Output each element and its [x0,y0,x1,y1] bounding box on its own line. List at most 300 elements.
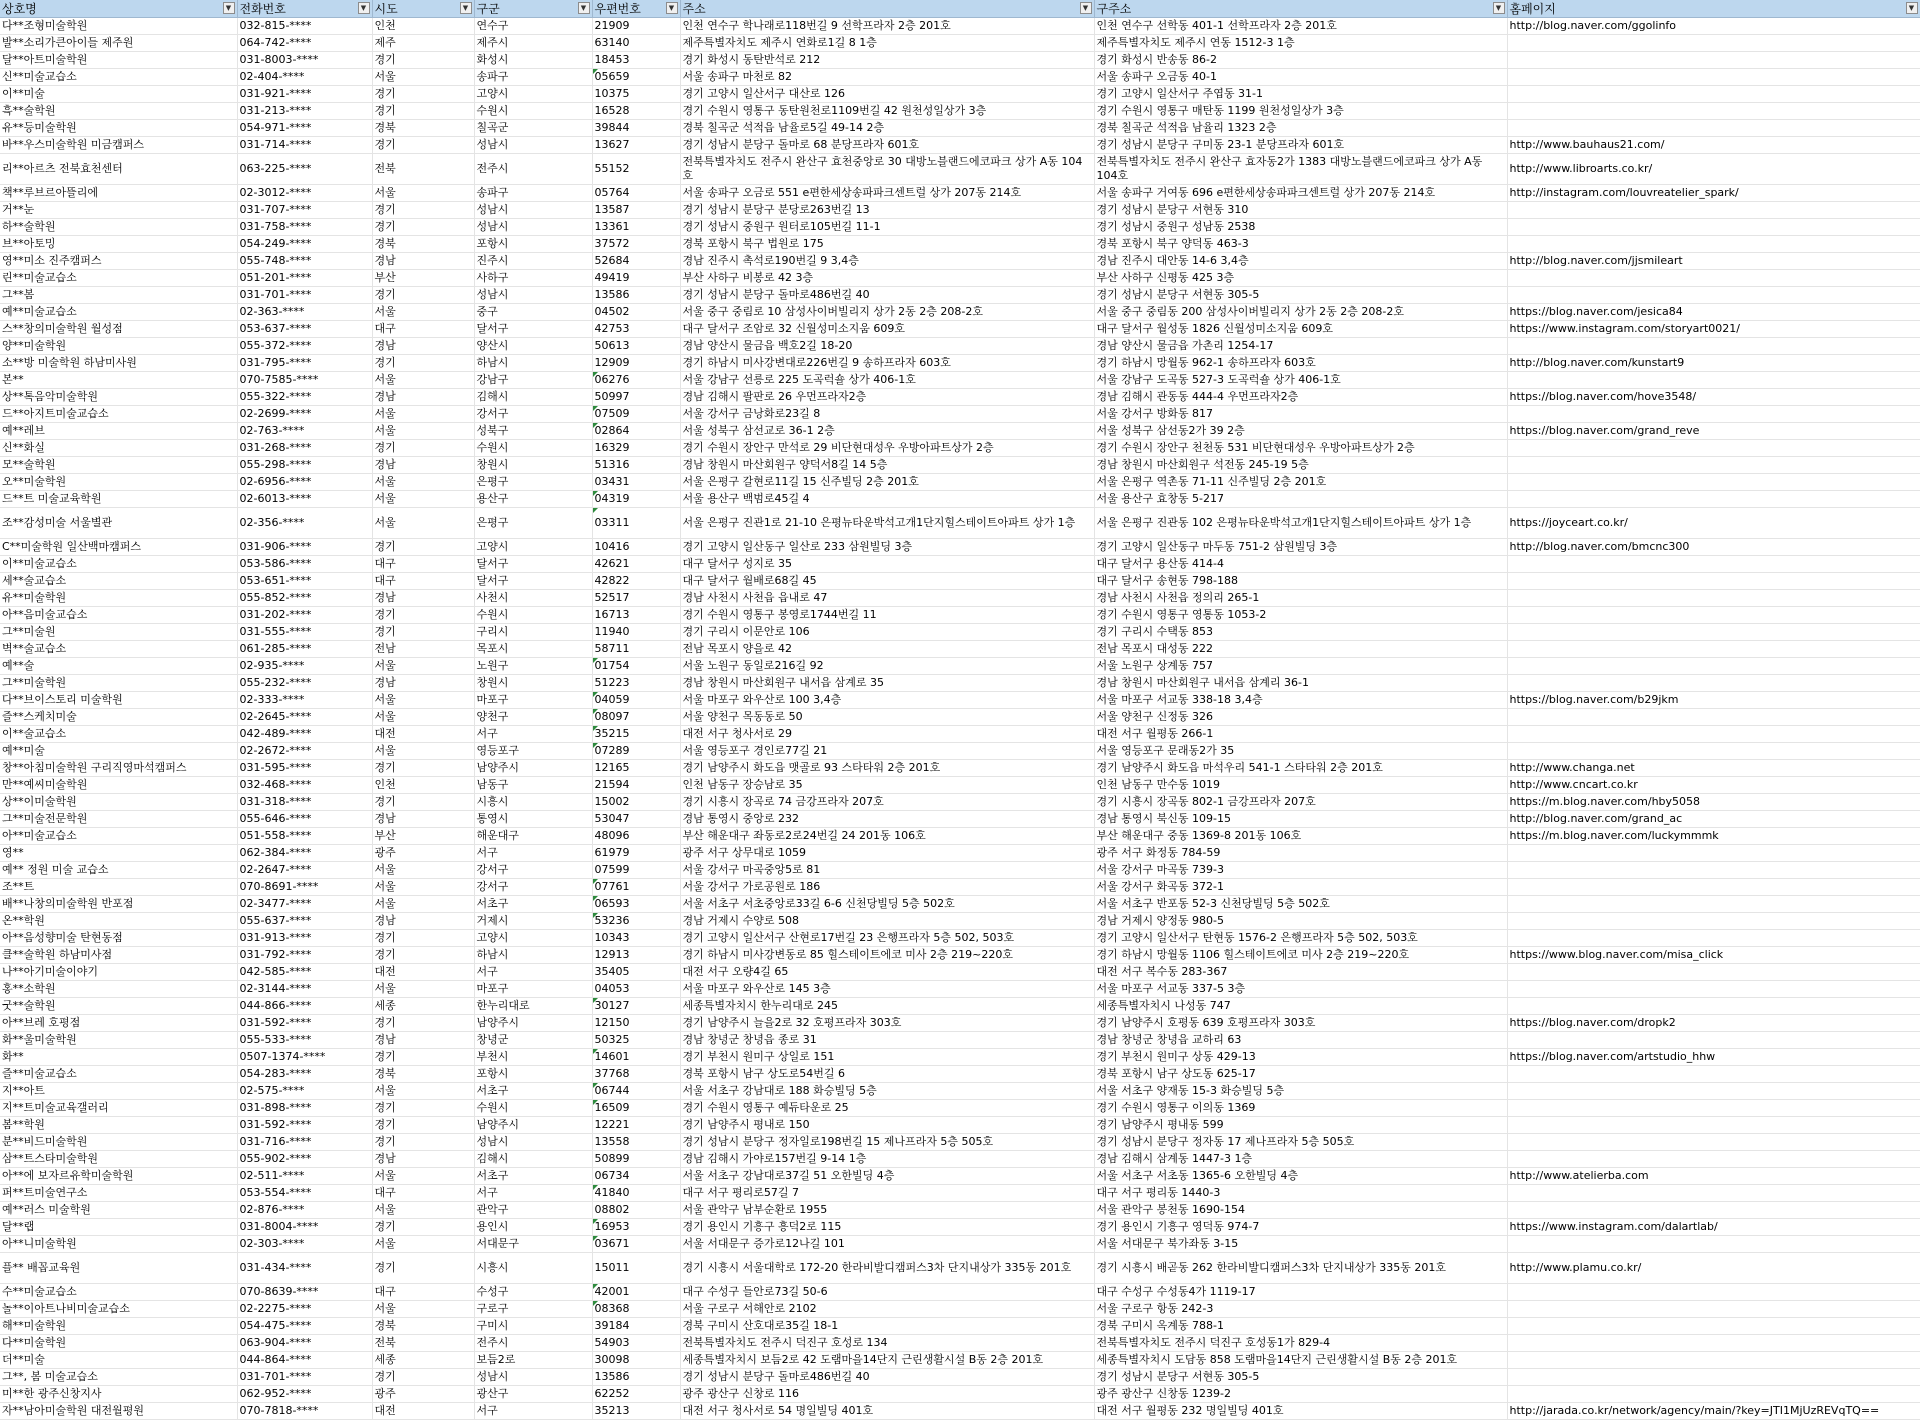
name-cell[interactable]: 수**미술교습소 [0,1284,237,1301]
name-cell[interactable]: 홍**소학원 [0,981,237,998]
zipcode-cell[interactable]: 51223 [592,675,680,692]
zipcode-cell[interactable]: 62252 [592,1386,680,1403]
homepage-cell[interactable] [1507,491,1920,508]
old-address-cell[interactable]: 서울 은평구 역촌동 71-11 신주빌딩 2층 201호 [1094,474,1507,491]
table-row[interactable] [0,389,1920,406]
address-cell[interactable]: 인천 연수구 학나래로118번길 9 선학프라자 2층 201호 [680,18,1094,35]
address-cell[interactable]: 경북 칠곡군 석적읍 남율로5길 49-14 2층 [680,120,1094,137]
province-cell[interactable]: 경기 [372,355,474,372]
name-cell[interactable]: 그**봄 [0,287,237,304]
address-cell[interactable]: 경기 수원시 영통구 예듀타운로 25 [680,1100,1094,1117]
phone-cell[interactable]: 02-3144-**** [237,981,372,998]
old-address-cell[interactable]: 경기 고양시 일산서구 탄현동 1576-2 은행프라자 5층 502, 503호 [1094,930,1507,947]
homepage-cell[interactable] [1507,1100,1920,1117]
table-row[interactable] [0,474,1920,491]
homepage-cell[interactable] [1507,270,1920,287]
district-cell[interactable]: 창원시 [474,457,592,474]
zipcode-cell[interactable]: 06744 [592,1083,680,1100]
homepage-cell[interactable] [1507,1185,1920,1202]
old-address-cell[interactable]: 서울 서초구 반포동 52-3 신천당빌딩 5층 502호 [1094,896,1507,913]
zipcode-cell[interactable]: 48096 [592,828,680,845]
province-cell[interactable]: 대구 [372,1185,474,1202]
name-cell[interactable]: 스**창의미술학원 월성점 [0,321,237,338]
homepage-cell[interactable]: http://www.bauhaus21.com/ [1507,137,1920,154]
address-cell[interactable]: 경남 김해시 팔판로 26 우먼프라자2층 [680,389,1094,406]
province-cell[interactable]: 경기 [372,1253,474,1284]
name-cell[interactable]: 만**예씨미술학원 [0,777,237,794]
address-cell[interactable]: 부산 사하구 비봉로 42 3층 [680,270,1094,287]
district-cell[interactable]: 고양시 [474,539,592,556]
address-cell[interactable]: 경기 수원시 영통구 봉영로1744번길 11 [680,607,1094,624]
old-address-cell[interactable]: 세종특별자치시 도담동 858 도램마을14단지 근린생활시설 B동 2층 201호 [1094,1352,1507,1369]
name-cell[interactable]: 플** 배꼽교육원 [0,1253,237,1284]
name-cell[interactable]: 리**아르츠 전북효천센터 [0,154,237,185]
address-cell[interactable]: 서울 강서구 가로공원로 186 [680,879,1094,896]
zipcode-cell[interactable]: 42621 [592,556,680,573]
phone-cell[interactable]: 055-533-**** [237,1032,372,1049]
name-cell[interactable]: 다**브이스토리 미술학원 [0,692,237,709]
homepage-cell[interactable] [1507,675,1920,692]
table-row[interactable] [0,137,1920,154]
address-cell[interactable]: 서울 송파구 오금로 551 e편한세상송파파크센트럴 상가 207동 214호 [680,185,1094,202]
table-row[interactable] [0,539,1920,556]
name-cell[interactable]: 예** 정원 미술 교습소 [0,862,237,879]
address-cell[interactable]: 서울 구로구 서해안로 2102 [680,1301,1094,1318]
table-row[interactable] [0,120,1920,137]
district-cell[interactable]: 강서구 [474,879,592,896]
address-cell[interactable]: 경남 거제시 수양로 508 [680,913,1094,930]
homepage-cell[interactable] [1507,1202,1920,1219]
province-cell[interactable]: 제주 [372,35,474,52]
phone-cell[interactable]: 063-225-**** [237,154,372,185]
province-cell[interactable]: 경기 [372,794,474,811]
district-cell[interactable]: 서구 [474,1185,592,1202]
homepage-cell[interactable] [1507,219,1920,236]
district-cell[interactable]: 김해시 [474,1151,592,1168]
name-cell[interactable]: 소**방 미술학원 하남미사원 [0,355,237,372]
zipcode-cell[interactable]: 21909 [592,18,680,35]
zipcode-cell[interactable]: 42001 [592,1284,680,1301]
old-address-cell[interactable]: 서울 성북구 삼선동2가 39 2층 [1094,423,1507,440]
province-cell[interactable]: 경북 [372,1318,474,1335]
district-cell[interactable]: 은평구 [474,474,592,491]
phone-cell[interactable]: 070-8639-**** [237,1284,372,1301]
zipcode-cell[interactable]: 13361 [592,219,680,236]
zipcode-cell[interactable]: 30127 [592,998,680,1015]
address-cell[interactable]: 서울 서초구 강남대로 188 화승빌딩 5층 [680,1083,1094,1100]
address-cell[interactable]: 대전 서구 청사서로 29 [680,726,1094,743]
phone-cell[interactable]: 031-213-**** [237,103,372,120]
old-address-cell[interactable]: 경기 성남시 중원구 성남동 2538 [1094,219,1507,236]
address-cell[interactable]: 서울 영등포구 경인로77길 21 [680,743,1094,760]
table-row[interactable] [0,355,1920,372]
phone-cell[interactable]: 02-356-**** [237,508,372,539]
table-row[interactable] [0,69,1920,86]
name-cell[interactable]: 조**감성미술 서울별관 [0,508,237,539]
zipcode-cell[interactable]: 42822 [592,573,680,590]
district-cell[interactable]: 김해시 [474,389,592,406]
table-row[interactable] [0,1185,1920,1202]
district-cell[interactable]: 목포시 [474,641,592,658]
zipcode-cell[interactable]: 13558 [592,1134,680,1151]
homepage-cell[interactable]: http://jarada.co.kr/network/agency/main/?key=JTI1MjUzREVqTQ== [1507,1403,1920,1420]
column-header-phone[interactable]: 전화번호 ▼ [237,0,372,18]
district-cell[interactable]: 강서구 [474,862,592,879]
old-address-cell[interactable]: 대구 수성구 수성동4가 1119-17 [1094,1284,1507,1301]
name-cell[interactable]: 신**미술교습소 [0,69,237,86]
district-cell[interactable]: 달서구 [474,573,592,590]
old-address-cell[interactable]: 서울 중구 중림동 200 삼성사이버빌리지 상가 2동 2층 208-2호 [1094,304,1507,321]
old-address-cell[interactable]: 경기 구리시 수택동 853 [1094,624,1507,641]
old-address-cell[interactable]: 경기 수원시 영통구 영통동 1053-2 [1094,607,1507,624]
homepage-cell[interactable]: http://blog.naver.com/grand_ac [1507,811,1920,828]
homepage-cell[interactable] [1507,52,1920,69]
province-cell[interactable]: 대구 [372,1284,474,1301]
homepage-cell[interactable]: https://m.blog.naver.com/hby5058 [1507,794,1920,811]
homepage-cell[interactable]: http://blog.naver.com/jjsmileart [1507,253,1920,270]
homepage-cell[interactable] [1507,86,1920,103]
phone-cell[interactable]: 070-8691-**** [237,879,372,896]
name-cell[interactable]: 그**미술전문학원 [0,811,237,828]
old-address-cell[interactable]: 경기 수원시 장안구 천천동 531 비단현대성우 우방아파트상가 2층 [1094,440,1507,457]
name-cell[interactable]: 본** [0,372,237,389]
district-cell[interactable]: 광산구 [474,1386,592,1403]
district-cell[interactable]: 서구 [474,726,592,743]
province-cell[interactable]: 경남 [372,389,474,406]
zipcode-cell[interactable]: 07509 [592,406,680,423]
phone-cell[interactable]: 070-7818-**** [237,1403,372,1420]
district-cell[interactable]: 고양시 [474,86,592,103]
homepage-cell[interactable] [1507,287,1920,304]
old-address-cell[interactable]: 경남 거제시 양정동 980-5 [1094,913,1507,930]
address-cell[interactable]: 광주 서구 상무대로 1059 [680,845,1094,862]
table-row[interactable] [0,692,1920,709]
district-cell[interactable]: 성남시 [474,1134,592,1151]
address-cell[interactable]: 대구 수성구 들안로73길 50-6 [680,1284,1094,1301]
province-cell[interactable]: 서울 [372,981,474,998]
zipcode-cell[interactable]: 49419 [592,270,680,287]
phone-cell[interactable]: 055-637-**** [237,913,372,930]
district-cell[interactable]: 영등포구 [474,743,592,760]
address-cell[interactable]: 경기 수원시 영통구 동탄원천로1109번길 42 원천성일상가 3층 [680,103,1094,120]
address-cell[interactable]: 경기 시흥시 장곡로 74 금강프라자 207호 [680,794,1094,811]
old-address-cell[interactable]: 서울 강남구 도곡동 527-3 도곡럭숄 상가 406-1호 [1094,372,1507,389]
old-address-cell[interactable]: 전남 목포시 대성동 222 [1094,641,1507,658]
phone-cell[interactable]: 031-592-**** [237,1015,372,1032]
phone-cell[interactable]: 055-902-**** [237,1151,372,1168]
old-address-cell[interactable]: 경기 시흥시 장곡동 802-1 금강프라자 207호 [1094,794,1507,811]
filter-dropdown-icon[interactable]: ▼ [1493,2,1505,14]
homepage-cell[interactable]: https://www.instagram.com/dalartlab/ [1507,1219,1920,1236]
old-address-cell[interactable]: 인천 남동구 만수동 1019 [1094,777,1507,794]
district-cell[interactable]: 남동구 [474,777,592,794]
district-cell[interactable]: 관악구 [474,1202,592,1219]
old-address-cell[interactable]: 부산 해운대구 중동 1369-8 201동 106호 [1094,828,1507,845]
phone-cell[interactable]: 031-555-**** [237,624,372,641]
address-cell[interactable]: 서울 양천구 목동동로 50 [680,709,1094,726]
district-cell[interactable]: 포항시 [474,236,592,253]
zipcode-cell[interactable]: 03671 [592,1236,680,1253]
old-address-cell[interactable]: 서울 서대문구 북가좌동 3-15 [1094,1236,1507,1253]
filter-dropdown-icon[interactable]: ▼ [358,2,370,14]
table-row[interactable] [0,219,1920,236]
old-address-cell[interactable]: 서울 서초구 양재동 15-3 화승빌딩 5층 [1094,1083,1507,1100]
name-cell[interactable]: 나**아기미술이야기 [0,964,237,981]
name-cell[interactable]: 온**학원 [0,913,237,930]
old-address-cell[interactable]: 경남 김해시 삼계동 1447-3 1층 [1094,1151,1507,1168]
table-row[interactable] [0,253,1920,270]
old-address-cell[interactable]: 세종특별자치시 나성동 747 [1094,998,1507,1015]
zipcode-cell[interactable]: 16509 [592,1100,680,1117]
province-cell[interactable]: 서울 [372,491,474,508]
province-cell[interactable]: 경기 [372,1049,474,1066]
name-cell[interactable]: 오**미술학원 [0,474,237,491]
table-row[interactable] [0,896,1920,913]
address-cell[interactable]: 대전 서구 오량4길 65 [680,964,1094,981]
district-cell[interactable]: 구리시 [474,624,592,641]
zipcode-cell[interactable]: 21594 [592,777,680,794]
zipcode-cell[interactable]: 08802 [592,1202,680,1219]
phone-cell[interactable]: 055-232-**** [237,675,372,692]
district-cell[interactable]: 포항시 [474,1066,592,1083]
address-cell[interactable]: 경기 성남시 분당구 돌마로 68 분당프라자 601호 [680,137,1094,154]
phone-cell[interactable]: 02-6956-**** [237,474,372,491]
table-row[interactable] [0,1083,1920,1100]
district-cell[interactable]: 수원시 [474,1100,592,1117]
table-row[interactable] [0,18,1920,35]
address-cell[interactable]: 경기 시흥시 서울대학로 172-20 한라비발디캠퍼스3차 단지내상가 335동 201호 [680,1253,1094,1284]
address-cell[interactable]: 경기 고양시 일산동구 일산로 233 삼원빌딩 3층 [680,539,1094,556]
phone-cell[interactable]: 055-322-**** [237,389,372,406]
table-row[interactable] [0,1032,1920,1049]
address-cell[interactable]: 서울 은평구 갈현로11길 15 신주빌딩 2층 201호 [680,474,1094,491]
name-cell[interactable]: 이**미술교습소 [0,556,237,573]
zipcode-cell[interactable]: 06276 [592,372,680,389]
name-cell[interactable]: 유**등미술학원 [0,120,237,137]
phone-cell[interactable]: 055-852-**** [237,590,372,607]
old-address-cell[interactable]: 대구 서구 평리동 1440-3 [1094,1185,1507,1202]
homepage-cell[interactable] [1507,1083,1920,1100]
province-cell[interactable]: 서울 [372,1083,474,1100]
district-cell[interactable]: 전주시 [474,154,592,185]
old-address-cell[interactable]: 경기 고양시 일산동구 마두동 751-2 삼원빌딩 3층 [1094,539,1507,556]
old-address-cell[interactable]: 서울 양천구 신정동 326 [1094,709,1507,726]
phone-cell[interactable]: 02-575-**** [237,1083,372,1100]
name-cell[interactable]: C**미술학원 일산백마캠퍼스 [0,539,237,556]
table-row[interactable] [0,1301,1920,1318]
phone-cell[interactable]: 053-637-**** [237,321,372,338]
zipcode-cell[interactable]: 37768 [592,1066,680,1083]
phone-cell[interactable]: 055-298-**** [237,457,372,474]
phone-cell[interactable]: 053-651-**** [237,573,372,590]
district-cell[interactable]: 연수구 [474,18,592,35]
name-cell[interactable]: 분**비드미술학원 [0,1134,237,1151]
province-cell[interactable]: 서울 [372,508,474,539]
homepage-cell[interactable] [1507,590,1920,607]
homepage-cell[interactable]: http://www.plamu.co.kr/ [1507,1253,1920,1284]
district-cell[interactable]: 사하구 [474,270,592,287]
province-cell[interactable]: 경남 [372,675,474,692]
zipcode-cell[interactable]: 30098 [592,1352,680,1369]
table-row[interactable] [0,1134,1920,1151]
district-cell[interactable]: 노원구 [474,658,592,675]
province-cell[interactable]: 대구 [372,556,474,573]
province-cell[interactable]: 경기 [372,202,474,219]
district-cell[interactable]: 성남시 [474,287,592,304]
zipcode-cell[interactable]: 52684 [592,253,680,270]
district-cell[interactable]: 은평구 [474,508,592,539]
zipcode-cell[interactable]: 51316 [592,457,680,474]
address-cell[interactable]: 경기 남양주시 늘을2로 32 호평프라자 303호 [680,1015,1094,1032]
province-cell[interactable]: 서울 [372,709,474,726]
phone-cell[interactable]: 031-716-**** [237,1134,372,1151]
old-address-cell[interactable]: 인천 연수구 선학동 401-1 선학프라자 2층 201호 [1094,18,1507,35]
homepage-cell[interactable] [1507,1151,1920,1168]
table-row[interactable] [0,624,1920,641]
province-cell[interactable]: 경기 [372,1219,474,1236]
address-cell[interactable]: 경북 포항시 북구 법원로 175 [680,236,1094,253]
table-row[interactable] [0,1318,1920,1335]
old-address-cell[interactable]: 전북특별자치도 전주시 덕진구 호성동1가 829-4 [1094,1335,1507,1352]
province-cell[interactable]: 대전 [372,964,474,981]
old-address-cell[interactable]: 서울 강서구 화곡동 372-1 [1094,879,1507,896]
province-cell[interactable]: 세종 [372,1352,474,1369]
table-row[interactable] [0,998,1920,1015]
homepage-cell[interactable] [1507,103,1920,120]
old-address-cell[interactable]: 경기 시흥시 배곧동 262 한라비발디캠퍼스3차 단지내상가 335동 201호 [1094,1253,1507,1284]
phone-cell[interactable]: 031-701-**** [237,1369,372,1386]
province-cell[interactable]: 경기 [372,930,474,947]
zipcode-cell[interactable]: 63140 [592,35,680,52]
zipcode-cell[interactable]: 05764 [592,185,680,202]
zipcode-cell[interactable]: 53236 [592,913,680,930]
homepage-cell[interactable]: https://blog.naver.com/jesica84 [1507,304,1920,321]
province-cell[interactable]: 서울 [372,406,474,423]
district-cell[interactable]: 달서구 [474,321,592,338]
name-cell[interactable]: 봄**학원 [0,1117,237,1134]
province-cell[interactable]: 대전 [372,726,474,743]
zipcode-cell[interactable]: 13586 [592,1369,680,1386]
province-cell[interactable]: 서울 [372,862,474,879]
zipcode-cell[interactable]: 58711 [592,641,680,658]
phone-cell[interactable]: 054-971-**** [237,120,372,137]
old-address-cell[interactable]: 서울 마포구 서교동 338-18 3,4층 [1094,692,1507,709]
name-cell[interactable]: 다**조형미술학원 [0,18,237,35]
address-cell[interactable]: 서울 마포구 와우산로 145 3층 [680,981,1094,998]
phone-cell[interactable]: 031-318-**** [237,794,372,811]
phone-cell[interactable]: 02-2699-**** [237,406,372,423]
phone-cell[interactable]: 053-586-**** [237,556,372,573]
table-row[interactable] [0,743,1920,760]
old-address-cell[interactable]: 대구 달서구 월성동 1826 신월성미소지움 609호 [1094,321,1507,338]
table-row[interactable] [0,154,1920,185]
address-cell[interactable]: 부산 해운대구 좌동로2로24번길 24 201동 106호 [680,828,1094,845]
district-cell[interactable]: 수원시 [474,607,592,624]
district-cell[interactable]: 전주시 [474,1335,592,1352]
old-address-cell[interactable]: 경북 포항시 북구 양덕동 463-3 [1094,236,1507,253]
old-address-cell[interactable]: 경기 성남시 분당구 정자동 17 제나프라자 5층 505호 [1094,1134,1507,1151]
address-cell[interactable]: 경남 양산시 물금읍 백호2길 18-20 [680,338,1094,355]
homepage-cell[interactable]: https://m.blog.naver.com/luckymmmk [1507,828,1920,845]
province-cell[interactable]: 부산 [372,270,474,287]
table-row[interactable] [0,930,1920,947]
province-cell[interactable]: 경북 [372,120,474,137]
address-cell[interactable]: 서울 관악구 남부순환로 1955 [680,1202,1094,1219]
zipcode-cell[interactable]: 52517 [592,590,680,607]
homepage-cell[interactable] [1507,726,1920,743]
name-cell[interactable]: 달**랩 [0,1219,237,1236]
table-row[interactable] [0,794,1920,811]
zipcode-cell[interactable]: 16953 [592,1219,680,1236]
address-cell[interactable]: 전남 목포시 양을로 42 [680,641,1094,658]
old-address-cell[interactable]: 경기 성남시 분당구 서현동 305-5 [1094,1369,1507,1386]
phone-cell[interactable]: 053-554-**** [237,1185,372,1202]
district-cell[interactable]: 송파구 [474,69,592,86]
province-cell[interactable]: 경남 [372,913,474,930]
table-row[interactable] [0,202,1920,219]
homepage-cell[interactable] [1507,474,1920,491]
district-cell[interactable]: 달서구 [474,556,592,573]
address-cell[interactable]: 경기 화성시 동탄반석로 212 [680,52,1094,69]
old-address-cell[interactable]: 서울 송파구 거여동 696 e편한세상송파파크센트럴 상가 207동 214호 [1094,185,1507,202]
phone-cell[interactable]: 051-201-**** [237,270,372,287]
address-cell[interactable]: 광주 광산구 신창로 116 [680,1386,1094,1403]
phone-cell[interactable]: 031-913-**** [237,930,372,947]
district-cell[interactable]: 서대문구 [474,1236,592,1253]
province-cell[interactable]: 대구 [372,573,474,590]
filter-dropdown-icon[interactable]: ▼ [666,2,678,14]
old-address-cell[interactable]: 경기 성남시 분당구 서현동 305-5 [1094,287,1507,304]
homepage-cell[interactable] [1507,981,1920,998]
province-cell[interactable]: 서울 [372,896,474,913]
name-cell[interactable]: 린**미술교습소 [0,270,237,287]
province-cell[interactable]: 경남 [372,253,474,270]
homepage-cell[interactable] [1507,406,1920,423]
address-cell[interactable]: 경남 창원시 마산회원구 내서읍 삼계로 35 [680,675,1094,692]
homepage-cell[interactable] [1507,1386,1920,1403]
phone-cell[interactable]: 054-249-**** [237,236,372,253]
province-cell[interactable]: 경기 [372,1369,474,1386]
name-cell[interactable]: 해**미술학원 [0,1318,237,1335]
address-cell[interactable]: 경기 성남시 분당구 정자일로198번길 15 제나프라자 5층 505호 [680,1134,1094,1151]
district-cell[interactable]: 해운대구 [474,828,592,845]
name-cell[interactable]: 예**술 [0,658,237,675]
address-cell[interactable]: 경기 고양시 일산서구 산현로17번길 23 은행프라자 5층 502, 503호 [680,930,1094,947]
name-cell[interactable]: 아**에 보자르유학미술학원 [0,1168,237,1185]
homepage-cell[interactable] [1507,556,1920,573]
table-row[interactable] [0,86,1920,103]
province-cell[interactable]: 서울 [372,1301,474,1318]
address-cell[interactable]: 서울 용산구 백범로45길 4 [680,491,1094,508]
zipcode-cell[interactable]: 35215 [592,726,680,743]
district-cell[interactable]: 성남시 [474,219,592,236]
district-cell[interactable]: 구미시 [474,1318,592,1335]
homepage-cell[interactable]: http://blog.naver.com/bmcnc300 [1507,539,1920,556]
zipcode-cell[interactable]: 42753 [592,321,680,338]
homepage-cell[interactable]: https://joyceart.co.kr/ [1507,508,1920,539]
zipcode-cell[interactable]: 61979 [592,845,680,862]
phone-cell[interactable]: 031-795-**** [237,355,372,372]
phone-cell[interactable]: 031-595-**** [237,760,372,777]
name-cell[interactable]: 더**미술 [0,1352,237,1369]
province-cell[interactable]: 인천 [372,18,474,35]
address-cell[interactable]: 인천 남동구 장승남로 35 [680,777,1094,794]
district-cell[interactable]: 마포구 [474,981,592,998]
table-row[interactable] [0,675,1920,692]
phone-cell[interactable]: 063-904-**** [237,1335,372,1352]
old-address-cell[interactable]: 경기 수원시 영통구 이의동 1369 [1094,1100,1507,1117]
name-cell[interactable]: 상**톡음악미술학원 [0,389,237,406]
